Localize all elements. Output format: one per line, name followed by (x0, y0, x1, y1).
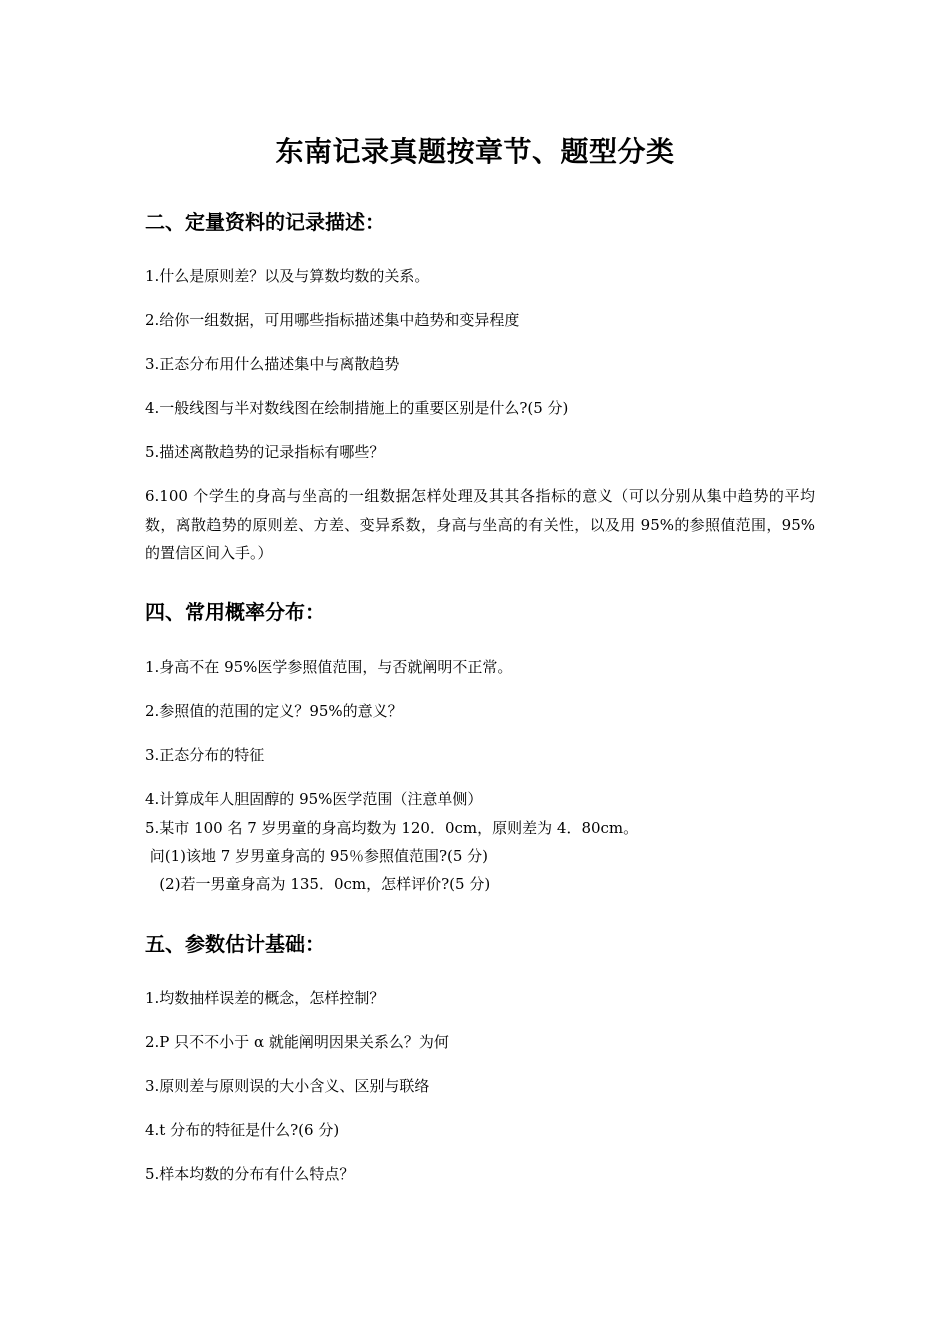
question-item: 1.均数抽样误差的概念，怎样控制？ (145, 989, 385, 1007)
question-item: 4.一般线图与半对数线图在绘制措施上的重要区别是什么?(5 分) (145, 399, 569, 417)
question-item: 4.t 分布的特征是什么?(6 分) (145, 1121, 340, 1139)
question-item: 3.正态分布的特征 (145, 746, 265, 764)
question-item: 2.P 只不不小于 α 就能阐明因果关系么？为何 (145, 1033, 449, 1051)
question-item: 6.100 个学生的身高与坐高的一组数据怎样处理及其其各指标的意义（可以分别从集中趋势的平均数，离散趋势的原则差、方差、变异系数，身高与坐高的有关性，以及用 95%的参照值范围，95%的置信区间入手。） (145, 487, 815, 562)
section-heading: 五、参数估计基础： (145, 932, 325, 956)
question-item: 4.计算成年人胆固醇的 95%医学范围（注意单侧） (145, 790, 483, 808)
question-item: 3.正态分布用什么描述集中与离散趋势 (145, 355, 400, 373)
question-item: 5.描述离散趋势的记录指标有哪些？ (145, 443, 385, 461)
question-subitem: (2)若一男童身高为 135．0cm，怎样评价?(5 分) (145, 875, 491, 893)
question-subitem: 问(1)该地 7 岁男童身高的 95％参照值范围?(5 分) (145, 847, 489, 865)
document-title: 东南记录真题按章节、题型分类 (275, 135, 675, 168)
section-heading: 二、定量资料的记录描述： (145, 210, 385, 234)
question-item: 3.原则差与原则误的大小含义、区别与联络 (145, 1077, 430, 1095)
question-item: 5.样本均数的分布有什么特点？ (145, 1165, 355, 1183)
question-item: 5.某市 100 名 7 岁男童的身高均数为 120．0cm，原则差为 4．80cm。 (145, 819, 639, 837)
section-heading: 四、常用概率分布： (145, 600, 325, 624)
question-item: 1.身高不在 95%医学参照值范围，与否就阐明不正常。 (145, 658, 513, 676)
question-item: 1.什么是原则差？以及与算数均数的关系。 (145, 267, 430, 285)
question-item: 2.参照值的范围的定义？95%的意义？ (145, 702, 403, 720)
question-item: 2.给你一组数据，可用哪些指标描述集中趋势和变异程度 (145, 311, 520, 329)
